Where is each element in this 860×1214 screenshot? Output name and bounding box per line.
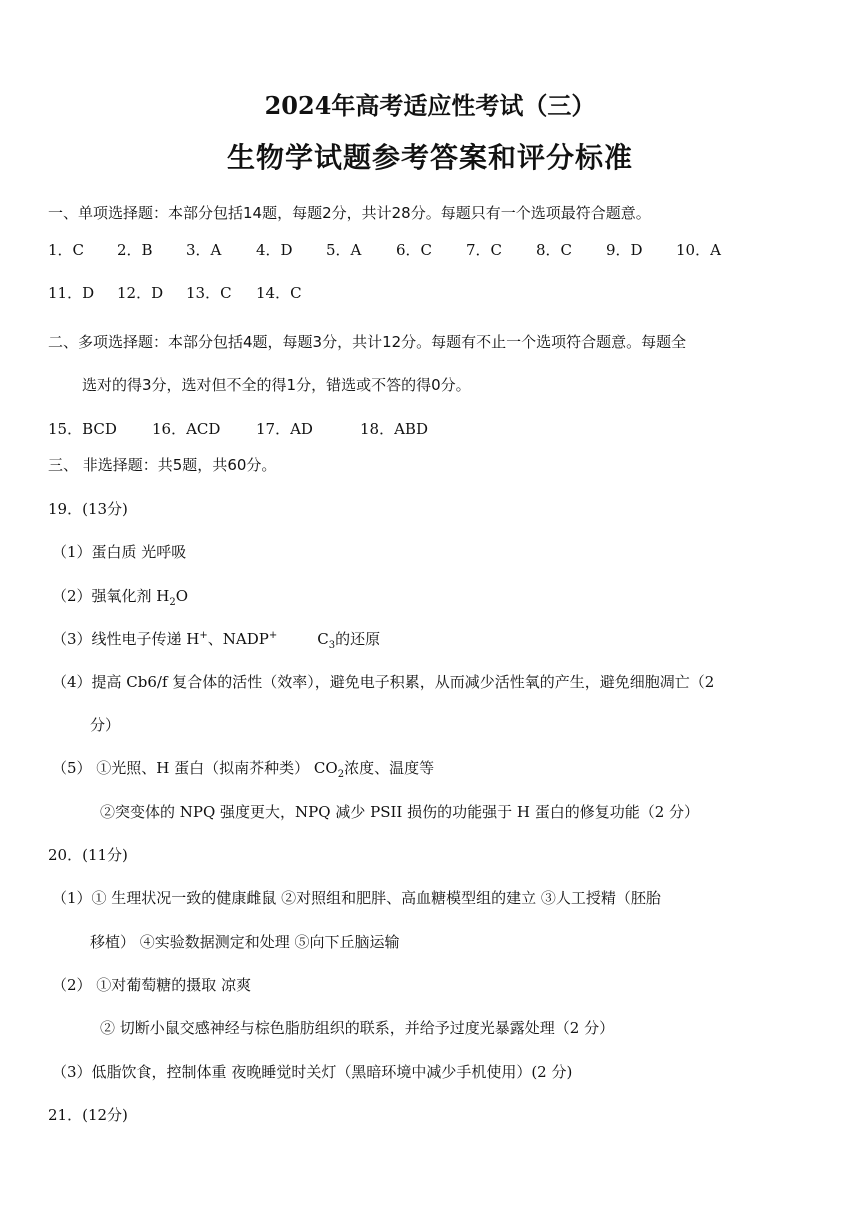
answer-item: 12．D (117, 284, 164, 302)
q20-part1-cont: 移植） ④实验数据测定和处理 ⑤向下丘脑运输 (90, 933, 400, 951)
q20-part2-cont: ② 切断小鼠交感神经与棕色脂肪组织的联系，并给予过度光暴露处理（2 分） (100, 1019, 615, 1037)
answer-item: 8．C (536, 241, 573, 259)
q19-part4: （4）提高 Cb6/f 复合体的活性（效率），避免电子积累，从而减少活性氧的产生，避免细胞凋亡（2 (52, 673, 715, 691)
q20-part3: （3）低脂饮食，控制体重 夜晚睡觉时关灯（黑暗环境中减少手机使用）(2 分) (52, 1063, 573, 1081)
q19-part5-cont: ②突变体的 NPQ 强度更大，NPQ 减少 PSII 损伤的功能强于 H 蛋白的修复功能（2 分） (100, 803, 700, 821)
section1-heading: 一、单项选择题：本部分包括14题，每题2分，共计28分。每题只有一个选项最符合题意。 (48, 204, 651, 222)
q19-part3: （3）线性电子传递 H+、NADP+ $C_3$的还原 (52, 630, 381, 651)
q19-part1: （1）蛋白质 光呼吸 (52, 543, 187, 561)
section3-heading: 三、 非选择题：共5题，共60分。 (48, 456, 277, 474)
section2-heading-cont: 选对的得3分，选对但不全的得1分，错选或不答的得0分。 (82, 376, 471, 394)
answer-item: 18．ABD (360, 420, 428, 438)
answer-item: 14．C (256, 284, 302, 302)
answer-item: 10．A (676, 241, 721, 259)
question-19-label: 19．(13分) (48, 500, 128, 518)
document-subtitle: 生物学试题参考答案和评分标准 (226, 141, 633, 174)
answer-item: 13．C (186, 284, 232, 302)
q19-part2: （2）强氧化剂 $H_2O$ (52, 587, 189, 608)
answer-item: 11．D (48, 284, 95, 302)
q19-part4-cont: 分） (90, 716, 121, 734)
answer-item: 3．A (186, 241, 222, 259)
answer-item: 17．AD (256, 420, 313, 438)
exam-title: 2024年高考适应性考试（三） (264, 91, 596, 120)
answer-item: 15．BCD (48, 420, 117, 438)
question-21-label: 21．(12分) (48, 1106, 128, 1124)
q19-part5: （5） ①光照、H 蛋白（拟南芥种类） $CO_2$浓度、温度等 (52, 759, 435, 780)
answer-item: 5．A (326, 241, 362, 259)
question-20-label: 20．(11分) (48, 846, 128, 864)
section2-heading: 二、多项选择题：本部分包括4题，每题3分，共计12分。每题有不止一个选项符合题意。每题全 (48, 333, 687, 351)
answer-item: 6．C (396, 241, 433, 259)
answer-item: 9．D (606, 241, 643, 259)
answer-item: 4．D (256, 241, 293, 259)
answer-item: 2．B (117, 241, 153, 259)
answer-item: 7．C (466, 241, 503, 259)
answer-item: 16．ACD (152, 420, 221, 438)
q20-part2: （2） ①对葡萄糖的摄取 凉爽 (52, 976, 252, 994)
q20-part1: （1）① 生理状况一致的健康雌鼠 ②对照组和肥胖、高血糖模型组的建立 ③人工授精（胚胎 (52, 889, 661, 907)
answer-item: 1．C (48, 241, 85, 259)
